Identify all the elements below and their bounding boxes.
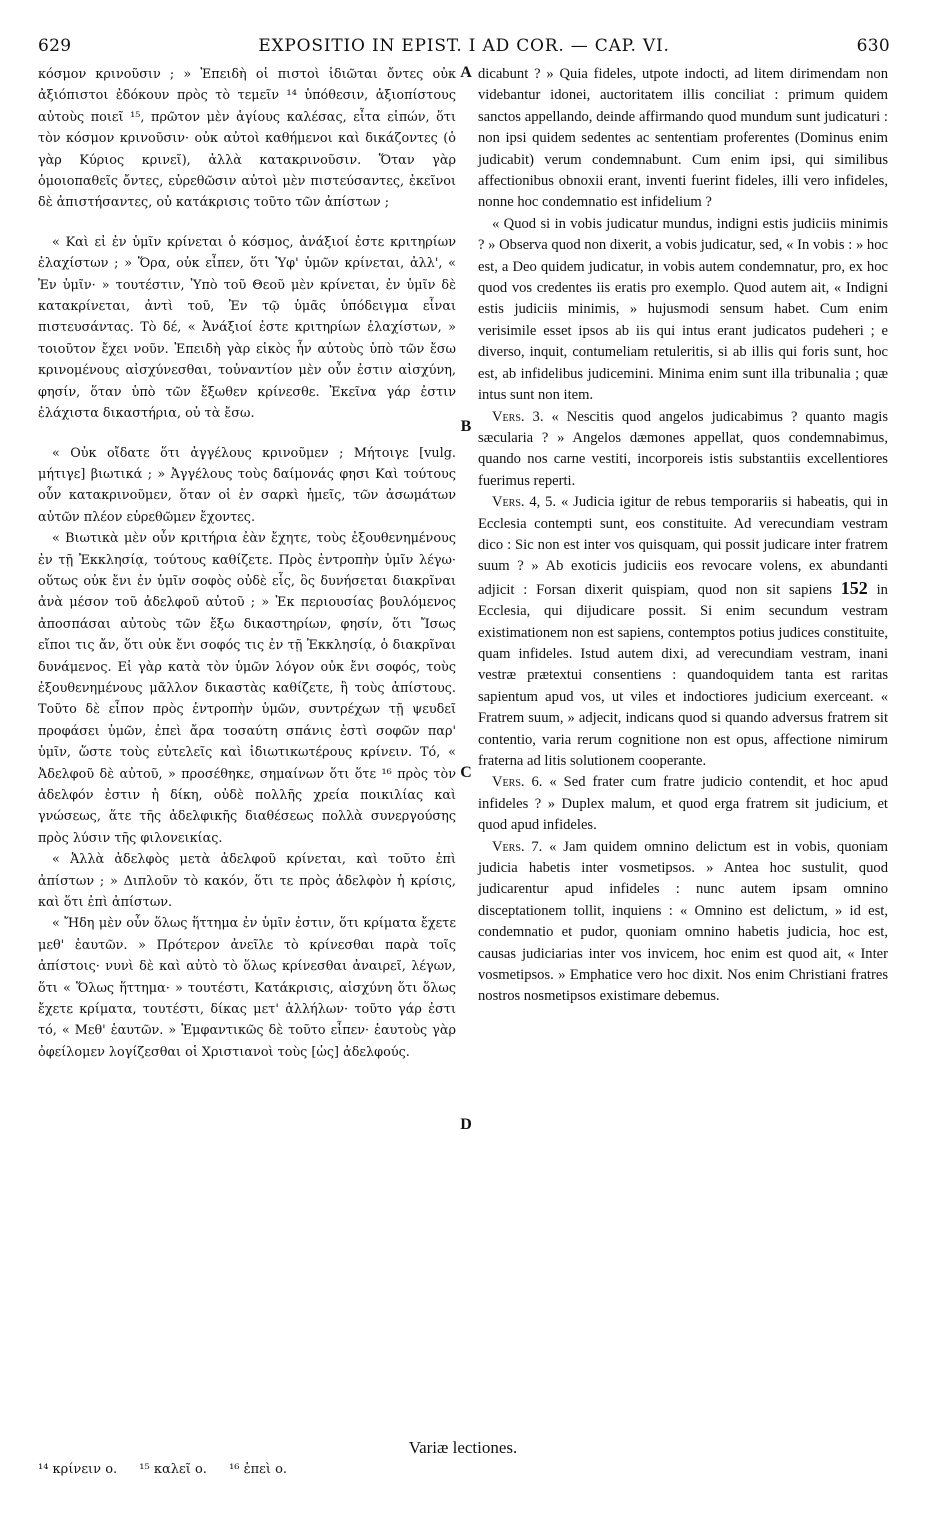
latin-paragraph xyxy=(478,772,888,836)
variant-note: ¹⁴ κρίνειν ο. xyxy=(38,1462,118,1477)
greek-paragraph: « Ἤδη μὲν οὖν ὅλως ἥττημα ἐν ὑμῖν ἐστιν, ὅτι κρίματα ἔχετε μεθ' ἑαυτῶν. » Πρότερον ἀνεῖλε τὸ κρίνεσθαι παρὰ τοῖς ἀπίστοις· νυνὶ δὲ καὶ αὐτὸ τὸ ὅλως κρίνεσθαι ἀναιρεῖ, λέγων, ὅτι « Ὅλως ἥττημα· » τουτέστι, Κατάκρισις, αἰσχύνη ὅτι ὅλως ἔχετε κρίματα, τουτέστι, δίκας μετ' ἀλλήλων· τοῦτο γάρ ἐστι τό, « Μεθ' ἑαυτῶν. » Ἐμφαντικῶς δὲ τοῦτο εἶπεν· ἑαυτοὺς γὰρ ὀφείλομεν λογίζεσθαι οἱ Χριστιανοὶ τοὺς [ὡς] ἀδελφούς. xyxy=(38,916,456,1060)
latin-text: « Judicia igitur de rebus temporariis si habeatis, qui in Ecclesia contempti sunt, eos constituite. Ad verecundiam vestram dico : Sic non est inter vos quisquam, qui possit judicare inter fratrem suum ? » Ab exoticis judiciis eos revocare volens, ex abundanti adjicit : Forsan dixerit quispiam, quod non sit sapiens xyxy=(478,494,888,598)
latin-paragraph xyxy=(478,837,888,1008)
margin-letter-d: D xyxy=(460,1116,472,1133)
variant-readings xyxy=(38,1462,305,1477)
greek-paragraph: « Οὐκ οἴδατε ὅτι ἀγγέλους κρινοῦμεν ; Μήτοιγε [vulg. μήτιγε] βιωτικά ; » Ἀγγέλους τοὺς δαίμονάς φησι Καὶ τούτους οὖν κατακρινοῦμεν, ὅταν οἱ ἐν σαρκὶ ἡμεῖς, τῶν ἀσωμάτων αὐτῶν πλέον εὑρεθῶμεν ἔχοντες. xyxy=(38,445,456,525)
variant-note: ¹⁶ ἐπεὶ ο. xyxy=(229,1462,288,1477)
margin-letter-b: B xyxy=(460,418,472,435)
latin-text: « Jam quidem omnino delictum est in vobis, quoniam judicia habetis inter vosmetipsos. » Antea hoc sustulit, quod judicarentur apud infideles : nunc autem ipsam omnino disceptationem tollit, inquiens : « Omnino est delictum, » id est, condemnatio et pudor, quoniam omnino habetis judicia, hoc est, causas judiciarias inter vos invicem, hoc enim est quod ait, « Inter vosmetipsos. » Emphatice vero hoc dixit. Nos enim Christiani fratres nostros nosmetipsos existimare debemus. xyxy=(478,838,888,1005)
verse-number: Vers. 7. xyxy=(492,838,543,855)
latin-paragraph xyxy=(478,407,888,493)
page-number-right: 630 xyxy=(856,36,890,56)
greek-paragraph: « Ἀλλὰ ἀδελφὸς μετὰ ἀδελφοῦ κρίνεται, καὶ τοῦτο ἐπὶ ἀπίστων ; » Διπλοῦν τὸ κακόν, ὅτι τε πρὸς ἀδελφὸν ἡ κρίσις, καὶ ὅτι ἐπὶ ἀπίστων. xyxy=(38,852,456,911)
greek-column xyxy=(38,64,456,1063)
verse-number: Vers. 3. xyxy=(492,408,544,425)
latin-paragraph xyxy=(478,492,888,772)
verse-number: Vers. 4, 5. xyxy=(492,494,557,511)
latin-text: « Nescitis quod angelos judicabimus ? quanto magis sæcularia ? » Angelos dæmones appellat, quos condemnabimus, quando nos carne vestiti, incorporeis istis substantiis excellentiores fuerimus reperti. xyxy=(478,408,889,489)
running-header xyxy=(38,36,890,60)
column-number: 152 xyxy=(840,577,868,598)
greek-paragraph: « Καὶ εἰ ἐν ὑμῖν κρίνεται ὁ κόσμος, ἀνάξιοί ἐστε κριτηρίων ἐλαχίστων ; » Ὅρα, οὐκ εἶπεν, ὅτι Ὑφ' ὑμῶν κρίνεται, ἀλλ', « Ἐν ὑμῖν· » τουτέστιν, Ὑπὸ τοῦ Θεοῦ μὲν κρίνεται, ἐν ὑμῖν δὲ κατακρίνεται, ἀντὶ τοῦ, Ἐν τῷ ὑμᾶς ὑπόδειγμα εἶναι πιστευσάντας. Τὸ δέ, « Ἀνάξιοί ἐστε κριτηρίων ἐλαχίστων, » τοιοῦτον ἔχει νοῦν. Ἐπειδὴ γὰρ εἰκὸς ἦν αὐτοὺς ὑπὸ τῶν ἔσω κρινομένους αἰσχύνεσθαι, τοὐναντίον μὲν οὖν ἐστιν αἰσχύνη, φησίν, ὅταν ὑπὸ τῶν ἔξωθεν κρίνεσθε. Ἐκεῖνα γάρ ἐστιν ἐλάχιστα δικαστήρια, οὐ τὰ ἔσω. xyxy=(38,234,456,422)
running-title: EXPOSITIO IN EPIST. I AD COR. — CAP. VI. xyxy=(258,36,670,56)
latin-paragraph: dicabunt ? » Quia fideles, utpote indocti, ad litem dirimendam non videbantur idonei, auctoritatem illis conciliat : primum quidem sanctos appellando, deinde affirmando quod mundum sunt judicaturi : non ipsi quidem sedentes ac sententiam proferentes (Dominus enim judicabit) verum condemnabunt. Cum enim ipsi, qui similibus affectionibus obnoxii erant, inventi fuerint fideles, illi vero infideles, nonne hoc condemnatio est infidelium ? xyxy=(478,66,888,211)
variae-lectiones-title: Variæ lectiones. xyxy=(408,1438,518,1457)
greek-paragraph: κόσμον κρινοῦσιν ; » Ἐπειδὴ οἱ πιστοὶ ἰδιῶται ὄντες οὐκ ἀξιόπιστοι ἐδόκουν πρὸς τὸ τεμεῖν ¹⁴ ὑπόθεσιν, ἀξιοπίστους αὐτοὺς ποιεῖ ¹⁵, πρῶτον μὲν ἁγίους καλέσας, εἶτα εἰπών, ὅτι τὸν κόσμον κρινοῦσιν· οὐκ αὐτοὶ καθήμενοι καὶ δικάζοντες (ὁ γὰρ Κύριος κρινεῖ), ἀλλὰ κατακρινοῦσιν. Ὅταν γὰρ ὁμοιοπαθεῖς ὄντες, εὑρεθῶσιν αὐτοὶ μὲν πιστεύσαντες, ἐκεῖνοι δὲ ἀπιστήσαντες, οὐ κατάκρισις τοῦτο τῶν ἀπίστων ; xyxy=(38,67,456,211)
variant-note: ¹⁵ καλεῖ ο. xyxy=(139,1462,207,1477)
latin-text: in Ecclesia, qui dijudicare possit. Si enim secundum vestram existimationem non est sapiens, contemptos potius judices constituite, quam infideles. Istud autem dixi, ad verecundiam vestram, inani vestræ prætextui consentiens : quandoquidem tanta est raritas sapientum apud vos, ut viles et indoctiores judicium exerceant. « Fratrem suum, » adjecit, indicans quod si quando adversus fratrem sit contentio, varia rerum cognitione non est opus, affectione nimirum fraterna ad litis solutionem cooperante. xyxy=(478,581,888,769)
latin-column xyxy=(478,64,888,1008)
margin-letter-a: A xyxy=(460,64,472,81)
latin-text: « Sed frater cum fratre judicio contendit, et hoc apud infideles ? » Duplex malum, et quod erga fratrem sit judicium, et quod apud infideles. xyxy=(478,774,888,834)
verse-number: Vers. 6. xyxy=(492,774,543,791)
greek-paragraph: « Βιωτικὰ μὲν οὖν κριτήρια ἐὰν ἔχητε, τοὺς ἐξουθενημένους ἐν τῇ Ἐκκλησίᾳ, τούτους καθίζετε. Πρὸς ἐντροπὴν ὑμῖν λέγω· οὕτως οὐκ ἔνι ἐν ὑμῖν σοφὸς οὐδὲ εἷς, ὃς δυνήσεται διακρῖναι ἀνὰ μέσον τοῦ ἀδελφοῦ αὐτοῦ ; » Ἐκ περιουσίας βουλόμενος ἀποσπάσαι αὐτοὺς τῶν ἔξω δικαστηρίων, φησίν, ὅτι Ἴσως εἴποι τις ἄν, ὅτι οὐκ ἔνι σοφός τις ἐν τῇ Ἐκκλησίᾳ, ὁ διακρῖναι δυνάμενος. Εἰ γὰρ κατὰ τὸν ὑμῶν λόγον οὐκ ἔνι σοφός, τοὺς ἐξουθενημένους μᾶλλον δικαστὰς καθίζετε, ἢ τοὺς ἀπίστους. Τοῦτο δὲ εἶπον πρὸς ἐντροπὴν ὑμῶν, συντρέχων τῇ ψευδεῖ προφάσει ὑμῶν, ἐπεὶ ἄρα τοσαύτη σπάνις ἐστὶ σοφῶν παρ' ὑμῖν, ὥστε τοὺς εὐτελεῖς καὶ ἰδιωτικωτέρους κρίνειν. Τό, « Ἀδελφοῦ δὲ αὐτοῦ, » προσέθηκε, σημαίνων ὅτι ὅτε ¹⁶ πρὸς τὸν ἀδελφόν ἐστιν ἡ δίκη, οὐδὲ πολλῆς χρεία ποικιλίας καὶ γνώσεως, ἅτε τῆς ἀδελφικῆς διαθέσεως πολλὰ συνεργούσης πρὸς λύσιν τῆς φιλονεικίας. xyxy=(38,531,456,846)
margin-letter-c: C xyxy=(460,764,472,781)
latin-paragraph: « Quod si in vobis judicatur mundus, indigni estis judiciis minimis ? » Observa quod non dixerit, a vobis judicatur, sed, « In vobis : » hoc est, a Deo quidem judicatur, in vobis autem condemnatur, pro, ex hoc quod vos credentes iis eratis pro exemplo. Quod autem ait, « Indigni estis judiciis minimis, » hujusmodi sensum habet. Cum enim verisimile esset ipsos ab iis qui intus erant judicatos pudeheri ; e diverso, inquit, contumeliam retuleritis, si ab illis qui foris sunt, hoc est, ab infidelibus judicemini. Minima enim sunt illa tribunalia ; quæ intus sunt non item. xyxy=(478,215,888,404)
page-number-left: 629 xyxy=(38,36,72,56)
